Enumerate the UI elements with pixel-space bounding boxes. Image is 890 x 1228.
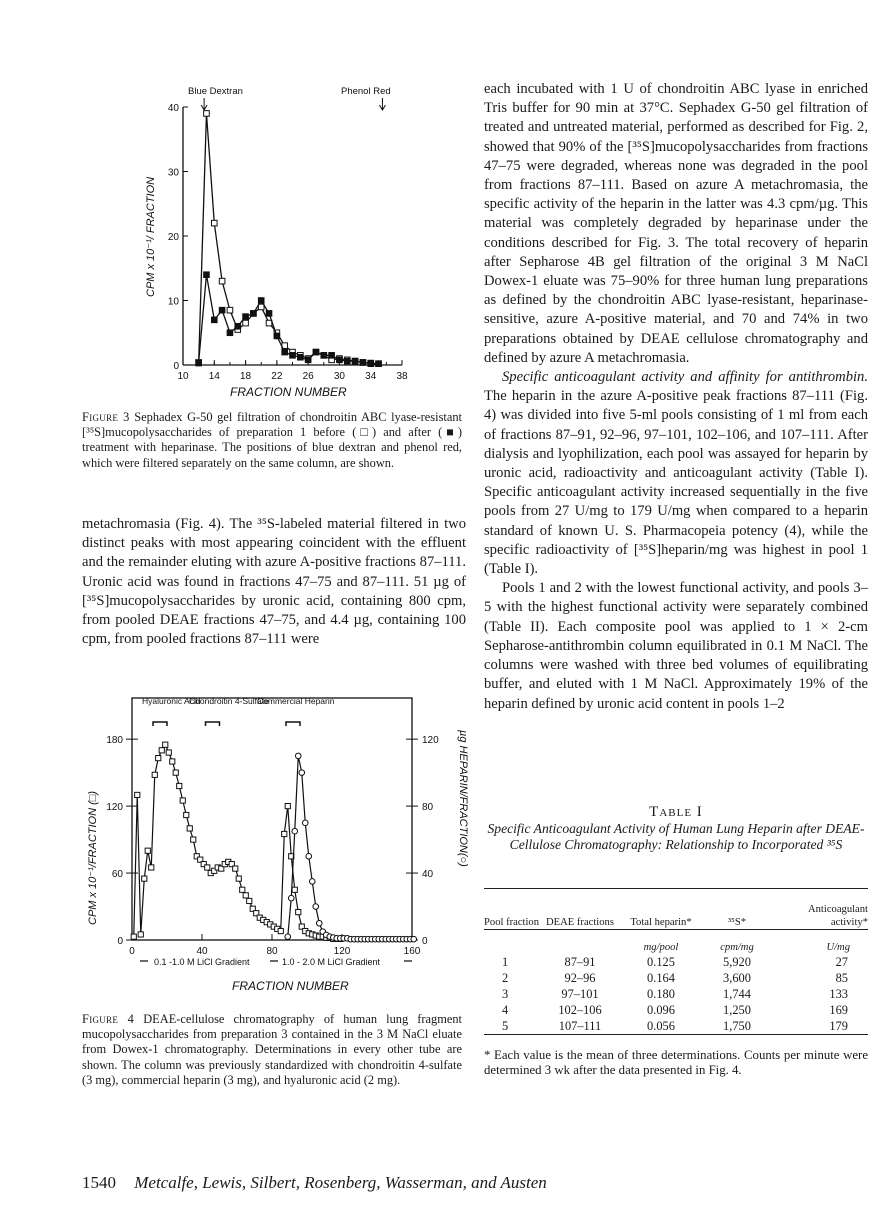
fig4-gradient-2: 1.0 - 2.0 M LiCl Gradient (282, 957, 381, 967)
fig3-label-blue-dextran: Blue Dextran (188, 86, 243, 97)
table-header-s35: ³⁵S* (727, 917, 747, 928)
table-header-heparin: Total heparin* (630, 917, 692, 928)
fig4-point-square (247, 898, 252, 903)
table-cell: 27 (835, 954, 848, 969)
fig4-point-square (243, 893, 248, 898)
fig3-point-filled (376, 361, 382, 367)
table-cell: 133 (829, 986, 848, 1001)
fig3-point-filled (204, 272, 210, 278)
fig4-point-square (166, 750, 171, 755)
table-cell: 97–101 (561, 986, 599, 1001)
right-column (484, 80, 868, 714)
fig4-y-right-tick-label: 40 (422, 869, 434, 881)
fig3-point-open (266, 320, 272, 326)
fig3-point-filled (219, 307, 225, 313)
fig3-x-tick-label: 10 (177, 371, 189, 382)
fig3-x-tick-label: 34 (365, 371, 377, 382)
table-1-title: Specific Anticoagulant Activity of Human Lung Heparin after DEAE-Cellulose Chromatography: Relationship to Incorporated ³⁵S (487, 820, 865, 852)
fig4-x-tick-label: 120 (333, 946, 351, 957)
table-cell: 102–106 (558, 1002, 602, 1017)
left-column-paragraph (82, 515, 466, 649)
table-cell: 2 (502, 970, 509, 985)
fig3-point-open (211, 220, 217, 226)
fig4-point-circle (411, 936, 417, 942)
fig4-point-square (296, 910, 301, 915)
fig3-y-tick-label: 10 (167, 296, 179, 308)
right-paragraph-2 (484, 368, 868, 579)
table-unit-4: U/mg (826, 942, 850, 953)
fig3-point-filled (258, 298, 264, 304)
fig4-y-right-label: µg HEPARIN/FRACTION(○) (457, 730, 469, 867)
fig3-point-filled (368, 361, 374, 367)
table-cell: 169 (829, 1002, 848, 1017)
table-cell: 1,250 (723, 1002, 751, 1017)
right-paragraph-2-heading: Specific anticoagulant activity and affinity for antithrombin. (502, 369, 868, 386)
fig4-line-heparin (288, 756, 414, 939)
table-cell: 3,600 (723, 970, 751, 985)
fig4-marker-chondroitin: Chondroitin 4-Sulfate (189, 696, 269, 706)
figure-3-caption-label: Figure 3 (82, 410, 130, 424)
fig4-point-square (177, 783, 182, 788)
table-1-footnote: * Each value is the mean of three determinations. Counts per minute were determined 3 wk after the data presented in Fig. 4. (484, 1048, 868, 1078)
table-1-label: Table I (649, 804, 703, 820)
figure-3-caption-text: Sephadex G-50 gel filtration of chondroitin ABC lyase-resistant [³⁵S]mucopolysaccharides of preparation 1 before (□) and after (■) treatment with heparinase. The positions of blue dextran and phenol red, which were filtered separately on the same column, are shown. (82, 410, 462, 470)
running-authors: Metcalfe, Lewis, Silbert, Rosenberg, Wasserman, and Austen (134, 1173, 547, 1192)
table-unit-1 (540, 930, 620, 955)
table-header-pool: Pool fraction (484, 917, 540, 928)
fig3-point-open (243, 320, 249, 326)
fig3-x-tick-label: 38 (396, 371, 408, 382)
fig3-point-filled (321, 353, 327, 359)
fig3-point-filled (251, 311, 257, 317)
fig4-point-square (184, 812, 189, 817)
fig4-point-circle (309, 879, 315, 885)
fig4-marker-heparin: Commercial Heparin (257, 696, 335, 706)
fig4-y-right-tick-label: 120 (422, 735, 439, 747)
left-paragraph-text: metachromasia (Fig. 4). The ³⁵S-labeled material filtered in two distinct peaks with most appearing coincident with the effluent and the remainder eluting with azure A-positive fractions 87–111. Uronic acid was found in fractions 47–75 and 87–111. 51 µg of [³⁵S]mucopolysaccharides by uronic acid, containing 800 cpm, from pooled DEAE fractions 47–75, and 4.4 µg, containing 100 cpm, from pooled fractions 87–111 were (82, 516, 466, 648)
fig4-y-left-label: CPM x 10⁻¹/FRACTION (□) (87, 790, 99, 925)
fig4-point-square (159, 748, 164, 753)
table-cell: 1,744 (723, 986, 751, 1001)
fig3-point-open (227, 307, 233, 313)
fig3-x-tick-label: 30 (333, 371, 345, 382)
fig4-marker-bar-chondroitin (206, 722, 220, 726)
fig3-point-filled (337, 357, 343, 363)
fig3-point-filled (227, 330, 233, 336)
table-cell: 1 (502, 954, 509, 969)
fig4-point-square (240, 887, 245, 892)
fig4-point-square (131, 934, 136, 939)
table-cell: 0.056 (647, 1018, 675, 1033)
table-cell: 5 (502, 1018, 509, 1033)
fig4-point-circle (292, 828, 298, 834)
fig3-blue-dextran-arrow (201, 98, 207, 110)
table-cell: 0.125 (647, 954, 675, 969)
table-cell: 179 (829, 1018, 848, 1033)
fig4-point-square (292, 887, 297, 892)
fig4-gradient-1: 0.1 -1.0 M LiCl Gradient (154, 957, 250, 967)
figure-3-caption (82, 410, 462, 471)
fig4-x-tick-label: 40 (196, 946, 208, 957)
fig4-marker-hyaluronic-text: Hyaluronic Acid (142, 696, 201, 706)
table-row (484, 986, 868, 1002)
fig3-point-filled (266, 311, 272, 317)
fig3-y-tick-label: 40 (167, 103, 179, 114)
fig4-point-square (152, 772, 157, 777)
fig4-marker-bar-hyaluronic (153, 722, 167, 726)
fig3-point-filled (305, 357, 311, 363)
figure-4-chart (82, 690, 472, 1008)
figure-4-caption-text: DEAE-cellulose chromatography of human lung fragment mucopolysaccharides from preparation 3 contained in the 3 M NaCl eluate from Dowex-1 chromatography. Determinations in every other tube are shown. The column was previously standardized with chondroitin 4-sulfate (3 mg), commercial heparin (3 mg), and hyaluronic acid (2 mg). (82, 1012, 462, 1087)
fig3-point-filled (235, 324, 241, 330)
fig4-point-square (163, 742, 168, 747)
fig4-point-circle (295, 753, 301, 759)
fig3-point-filled (360, 360, 366, 366)
fig3-point-filled (290, 353, 296, 359)
fig4-point-square (170, 759, 175, 764)
fig3-point-open (258, 304, 264, 310)
fig4-point-square (205, 865, 210, 870)
fig4-line-cpm (134, 745, 341, 939)
table-cell: 5,920 (723, 954, 751, 969)
table-cell: 85 (835, 970, 848, 985)
page-footer (82, 1173, 547, 1193)
fig3-line-after (199, 275, 379, 364)
table-header-anticoagulant: Anticoagulant activity* (807, 904, 868, 928)
fig3-y-tick-label: 20 (167, 232, 179, 243)
fig3-y-axis-label: CPM x 10⁻¹/ FRACTION (145, 176, 157, 297)
fig4-marker-bar-heparin (286, 722, 300, 726)
fig3-x-tick-label: 22 (271, 371, 283, 382)
page-number: 1540 (82, 1173, 116, 1192)
fig4-point-square (282, 831, 287, 836)
table-row (484, 1002, 868, 1018)
fig3-y-tick-label: 0 (173, 361, 179, 372)
fig3-point-filled (344, 358, 350, 364)
table-unit-2: mg/pool (643, 942, 679, 953)
table-1-header-row (484, 889, 868, 930)
fig3-line-before (199, 113, 379, 363)
fig4-point-circle (306, 854, 312, 860)
right-paragraph-1: each incubated with 1 U of chondroitin ABC lyase in enriched Tris buffer for 90 min at 37°C. Sephadex G-50 gel filtration of treated and untreated material, performed as described for Fig. 2, showed that 90% of the [³⁵S]mucopolysaccharides from fractions 47–75 were degraded, whereas none was degraded in the pool from fractions 87–111. Based on azure A metachromasia, the specific activity of the heparin in the latter was 4.3 cpm/µg. This material was completely degraded by heparinase under the conditions described for Fig. 3. The total recovery of heparin after Sepharose 4B gel filtration of the original 3 M NaCl Dowex-1 eluate was 75–90% for three human lung preparations as defined by the chondroitin ABC lyase-resistant, heparinase-sensitive, azure A-positive material, and 70 and 74% in two preparations obtained by DEAE cellulose chromatography and defined by azure A metachromasia. (484, 81, 868, 366)
fig3-point-filled (329, 353, 335, 359)
table-unit-0 (484, 930, 540, 955)
fig4-y-right-tick-label: 0 (422, 936, 428, 947)
fig4-point-square (236, 876, 241, 881)
table-cell: 1,750 (723, 1018, 751, 1033)
fig3-point-filled (298, 354, 304, 360)
table-row (484, 970, 868, 986)
fig4-y-left-tick-label: 120 (106, 802, 123, 814)
table-cell: 3 (502, 986, 509, 1001)
figure-4-caption (82, 1012, 462, 1088)
fig3-phenol-red-arrow (379, 98, 385, 110)
fig3-point-filled (352, 358, 358, 364)
fig3-x-tick-label: 14 (208, 371, 220, 382)
fig3-point-open (204, 111, 210, 117)
fig4-point-square (138, 932, 143, 937)
fig4-y-left-tick-label: 180 (106, 735, 123, 747)
table-cell: 92–96 (564, 970, 596, 985)
fig4-point-square (142, 876, 147, 881)
fig4-point-square (191, 837, 196, 842)
fig4-point-circle (285, 934, 291, 940)
fig4-point-square (180, 798, 185, 803)
fig3-point-filled (243, 314, 249, 320)
fig3-point-filled (282, 349, 288, 355)
fig3-label-phenol-red: Phenol Red (341, 86, 391, 97)
fig3-y-tick-label: 30 (167, 167, 179, 179)
table-header-deae: DEAE fractions (546, 917, 614, 928)
fig4-y-left-tick-label: 60 (111, 869, 123, 881)
fig4-point-circle (302, 820, 308, 826)
fig4-point-square (187, 826, 192, 831)
fig4-point-circle (299, 770, 305, 776)
fig4-x-tick-label: 160 (403, 946, 421, 957)
right-paragraph-3: Pools 1 and 2 with the lowest functional activity, and pools 3–5 with the highest functional activity were separately combined (Table II). Each composite pool was applied to 1 × 2-cm Sepharose-antithrombin column equilibrated in 0.1 M NaCl. The columns were washed with three bed volumes of equilibrating buffer, and eluted with 1 M NaCl. Approximately 19% of the heparin defined by uronic acid content in pools 1–2 (484, 580, 868, 712)
fig3-point-filled (196, 360, 202, 366)
fig3-point-open (219, 278, 225, 284)
table-cell: 0.096 (647, 1002, 675, 1017)
table-1 (484, 888, 868, 1035)
fig3-point-filled (211, 317, 217, 323)
fig4-x-tick-label: 80 (266, 946, 278, 957)
table-1-units-row (484, 930, 868, 955)
table-unit-3: cpm/mg (720, 942, 754, 953)
fig4-point-square (149, 865, 154, 870)
fig4-point-circle (316, 920, 322, 926)
fig4-point-square (233, 866, 238, 871)
table-cell: 107–111 (558, 1018, 602, 1033)
table-row (484, 1018, 868, 1035)
fig3-x-tick-label: 26 (302, 371, 314, 382)
fig4-point-square (156, 756, 161, 761)
right-paragraph-2-text: The heparin in the azure A-positive peak fractions 87–111 (Fig. 4) was divided into five 5-ml pools consisting of 1 ml from each of fractions 87–91, 92–96, 97–101, 102–106, and 107–111. After dialysis and lyophilization, each pool was assayed for heparin by uronic acid, radioactivity and anticoagulant activity (Table I). Specific anticoagulant activity increased sequentially in the five pools from 27 U/mg to 179 U/mg when compared to a heparin standard of known U. S. Pharmacopeia potency (4), while the specific radioactivity of [³⁵S]heparin/mg was highest in pool 1 (Table I). (484, 388, 868, 578)
figure-4-caption-label: Figure 4 (82, 1012, 135, 1026)
fig4-point-square (285, 803, 290, 808)
fig4-point-circle (313, 904, 319, 910)
fig4-point-square (278, 928, 283, 933)
fig4-point-square (145, 848, 150, 853)
fig4-point-circle (288, 895, 294, 901)
figure-3-chart (140, 82, 410, 402)
table-cell: 0.180 (647, 986, 675, 1001)
fig4-x-axis-label: FRACTION NUMBER (232, 979, 349, 993)
table-cell: 87–91 (564, 954, 596, 969)
table-1-title-block (484, 804, 868, 854)
fig3-x-axis-label: FRACTION NUMBER (230, 385, 347, 399)
fig4-y-right-tick-label: 80 (422, 802, 434, 814)
fig4-x-tick-label: 0 (129, 946, 135, 957)
fig4-y-left-tick-label: 0 (117, 936, 123, 947)
fig4-frame (132, 698, 412, 940)
fig4-point-square (173, 770, 178, 775)
table-row (484, 954, 868, 970)
fig3-point-filled (274, 333, 280, 339)
fig4-point-square (135, 792, 140, 797)
table-cell: 0.164 (647, 970, 675, 985)
fig3-point-filled (313, 349, 319, 355)
fig3-x-tick-label: 18 (240, 371, 252, 382)
table-cell: 4 (502, 1002, 509, 1017)
